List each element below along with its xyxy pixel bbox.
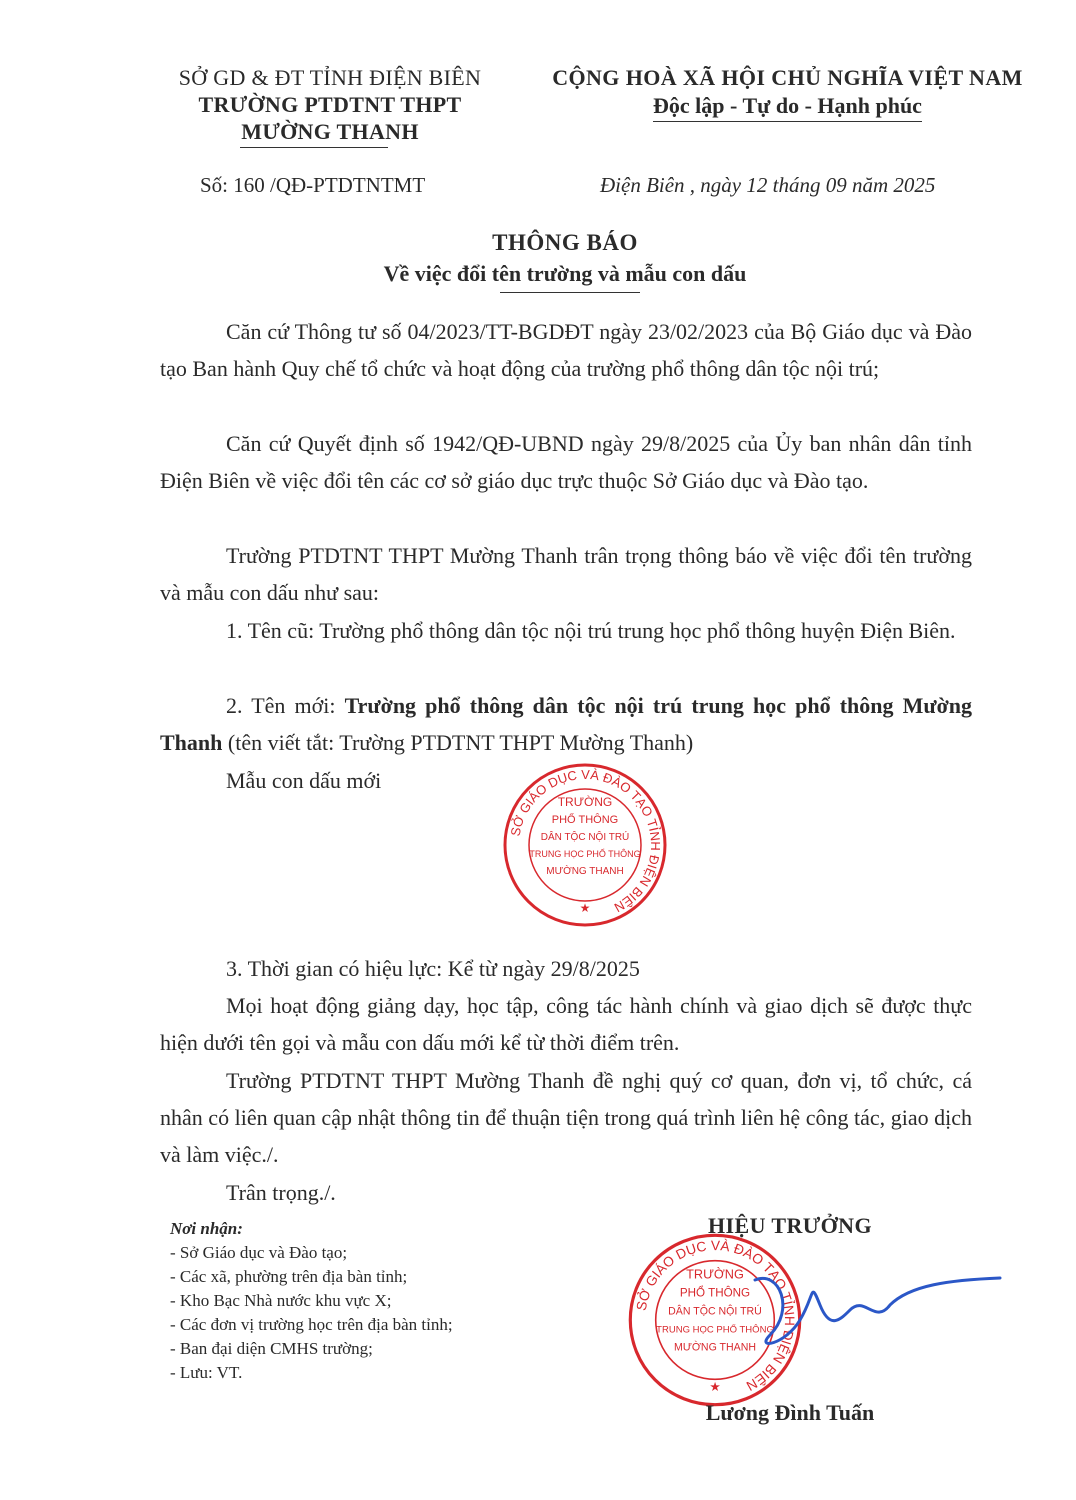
- recipient-item: - Các xã, phường trên địa bàn tỉnh;: [170, 1267, 408, 1286]
- issuing-agency: [150, 64, 510, 145]
- seal-line-5: MƯỜNG THANH: [674, 1341, 756, 1354]
- new-name-prefix: 2. Tên mới:: [226, 693, 345, 718]
- recipient-item: - Lưu: VT.: [170, 1363, 243, 1382]
- paragraph-effective-date: 3. Thời gian có hiệu lực: Kể từ ngày 29/8/2025: [226, 956, 640, 981]
- seal-outer-text: SỞ GIÁO DỤC VÀ ĐÀO TẠO TỈNH ĐIỆN BIÊN: [633, 1238, 797, 1394]
- seal-star-icon: ★: [709, 1379, 721, 1394]
- recipient-item: - Kho Bạc Nhà nước khu vực X;: [170, 1291, 392, 1310]
- document-subtitle: Về việc đổi tên trường và mẫu con dấu: [383, 261, 747, 286]
- department-name: SỞ GD & ĐT TỈNH ĐIỆN BIÊN: [178, 65, 482, 90]
- document-number: Số: 160 /QĐ-PTDTNTMT: [200, 173, 426, 197]
- republic-name: CỘNG HOÀ XÃ HỘI CHỦ NGHĨA VIỆT NAM: [552, 65, 1023, 90]
- seal-line-1: TRƯỜNG: [557, 795, 613, 809]
- seal-line-3: DÂN TỘC NỘI TRÚ: [540, 832, 630, 843]
- seal-star-icon: ★: [579, 901, 591, 915]
- document-title: THÔNG BÁO: [492, 230, 638, 255]
- national-motto: Độc lập - Tự do - Hạnh phúc: [653, 92, 922, 122]
- paragraph-legal-basis-1: Căn cứ Thông tư số 04/2023/TT-BGDĐT ngày 23/02/2023 của Bộ Giáo dục và Đào tạo Ban hành Quy chế tổ chức và hoạt động của trường phổ thông dân tộc nội trú;: [160, 319, 972, 381]
- sample-seal: [500, 760, 670, 930]
- paragraph-request: Trường PTDTNT THPT Mường Thanh đề nghị quý cơ quan, đơn vị, tổ chức, cá nhân có liên quan cập nhật thông tin để thuận tiện trong quá trình liên hệ công tác, giao dịch và làm việc./.: [160, 1068, 972, 1167]
- recipient-item: - Sở Giáo dục và Đào tạo;: [170, 1243, 348, 1262]
- seal-line-1: TRƯỜNG: [686, 1267, 744, 1282]
- header-left-divider: [240, 147, 388, 148]
- new-name-bold: Trường phổ thông dân tộc nội trú trung học phổ thông Mường Thanh: [160, 693, 973, 755]
- paragraph-closing: Trân trọng./.: [226, 1180, 336, 1205]
- new-name-suffix: (tên viết tắt: Trường PTDTNT THPT Mường Thanh): [222, 730, 694, 755]
- school-name-line1: TRƯỜNG PTDTNT THPT: [198, 92, 462, 117]
- recipient-item: - Ban đại diện CMHS trường;: [170, 1339, 373, 1358]
- signatory-name: Lương Đình Tuấn: [705, 1400, 875, 1425]
- seal-line-4: TRUNG HỌC PHỔ THÔNG: [656, 1324, 774, 1336]
- seal-line-3: DÂN TỘC NỘI TRÚ: [668, 1305, 762, 1318]
- signatory-title: HIỆU TRƯỞNG: [708, 1213, 872, 1238]
- seal-line-2: PHỔ THÔNG: [551, 814, 619, 826]
- seal-line-5: MƯỜNG THANH: [546, 866, 624, 877]
- national-header: [530, 64, 1045, 122]
- seal-sample-label: Mẫu con dấu mới: [226, 768, 382, 793]
- recipient-item: - Các đơn vị trường học trên địa bàn tỉnh;: [170, 1315, 453, 1334]
- paragraph-new-name: [160, 687, 972, 761]
- document-date: Điện Biên , ngày 12 tháng 09 năm 2025: [600, 173, 936, 197]
- school-name-line2: MƯỜNG THANH: [241, 119, 419, 144]
- seal-outer-text: SỞ GIÁO DỤC VÀ ĐÀO TẠO TỈNH ĐIỆN BIÊN: [507, 766, 664, 916]
- seal-line-2: PHỔ THÔNG: [679, 1286, 751, 1300]
- paragraph-operations: Mọi hoạt động giảng dạy, học tập, công tác hành chính và giao dịch sẽ được thực hiện dưới tên gọi và mẫu con dấu mới kể từ thời điểm trên.: [160, 993, 972, 1055]
- paragraph-announcement: Trường PTDTNT THPT Mường Thanh trân trọng thông báo về việc đổi tên trường và mẫu con dấu như sau:: [160, 543, 972, 605]
- recipients-heading: Nơi nhận:: [170, 1219, 243, 1238]
- paragraph-old-name: 1. Tên cũ: Trường phổ thông dân tộc nội trú trung học phổ thông huyện Điện Biên.: [226, 618, 956, 643]
- subtitle-divider: [500, 292, 640, 293]
- seal-line-4: TRUNG HỌC PHỔ THÔNG: [529, 849, 641, 859]
- recipients-list: [170, 1217, 453, 1385]
- paragraph-legal-basis-2: Căn cứ Quyết định số 1942/QĐ-UBND ngày 29/8/2025 của Ủy ban nhân dân tỉnh Điện Biên về việc đổi tên các cơ sở giáo dục trực thuộc Sở Giáo dục và Đào tạo.: [160, 431, 972, 493]
- handwritten-signature: [700, 1250, 1020, 1370]
